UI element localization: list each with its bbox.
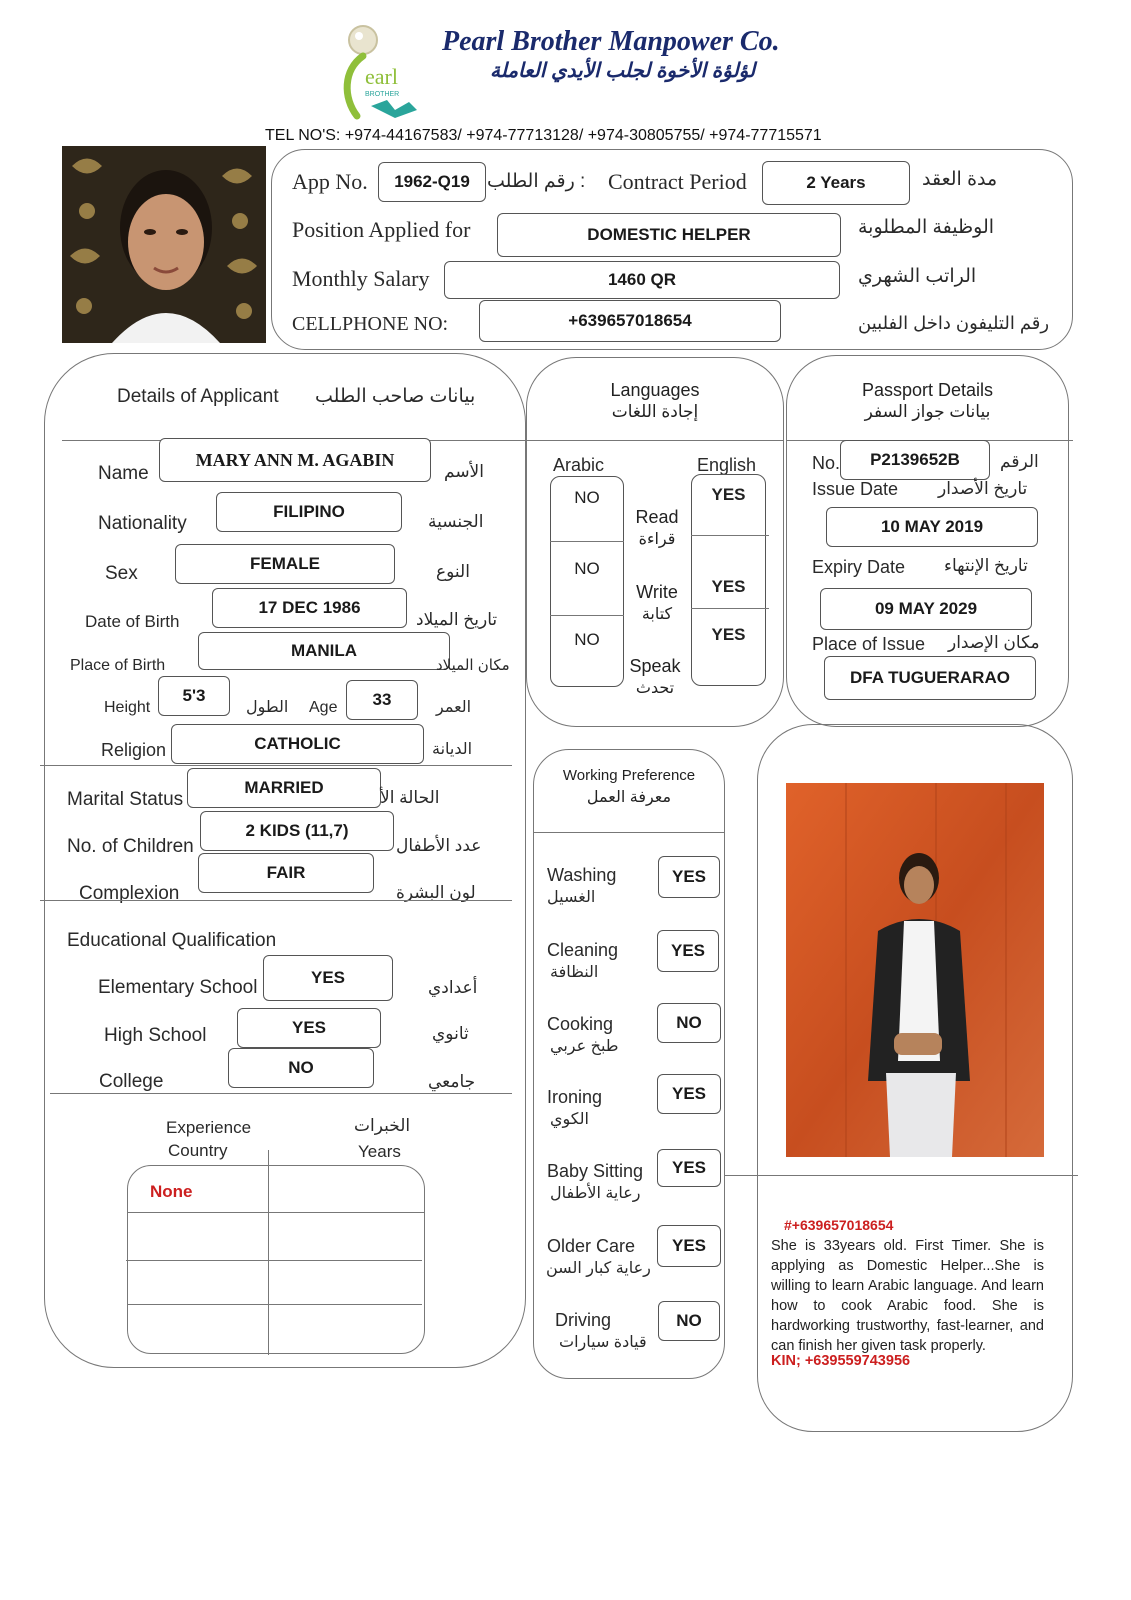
working-preference-title-arabic: معرفة العمل — [586, 789, 672, 806]
divider — [533, 832, 725, 833]
children-arabic: عدد الأطفال — [396, 836, 482, 855]
elementary-field: YES — [263, 955, 393, 1001]
nationality-arabic: الجنسية — [428, 512, 484, 531]
applicant-portrait-photo — [62, 146, 266, 343]
expiry-date-arabic: تاريخ الإنتهاء — [944, 556, 1028, 575]
marital-status-field: MARRIED — [187, 768, 381, 808]
nationality-field: FILIPINO — [216, 492, 402, 532]
name-arabic: الأسم — [444, 462, 484, 481]
experience-years-header: Years — [358, 1142, 401, 1161]
religion-label: Religion — [101, 740, 167, 760]
ironing-arabic: الكوي — [550, 1111, 589, 1128]
older-care-field: YES — [657, 1225, 721, 1267]
expiry-date-label: Expiry Date — [812, 557, 906, 577]
cleaning-arabic: النظافة — [550, 964, 599, 981]
name-field: MARY ANN M. AGABIN — [159, 438, 431, 482]
issue-date-field: 10 MAY 2019 — [826, 507, 1038, 547]
cleaning-label: Cleaning — [547, 940, 619, 960]
logo-text: earl — [365, 64, 398, 89]
complexion-label: Complexion — [79, 883, 180, 904]
remarks-phone: #+639657018654 — [784, 1217, 894, 1233]
college-label: College — [99, 1071, 164, 1092]
position-label: Position Applied for — [292, 217, 471, 242]
older-care-label: Older Care — [547, 1236, 636, 1256]
app-no-label: App No. — [292, 169, 368, 194]
nationality-label: Nationality — [98, 513, 187, 534]
dob-label: Date of Birth — [85, 612, 180, 631]
cellphone-label: CELLPHONE NO: — [292, 313, 449, 335]
arabic-write-value: NO — [574, 559, 600, 578]
washing-label: Washing — [547, 865, 617, 885]
religion-field: CATHOLIC — [171, 724, 424, 764]
languages-title: Languages — [610, 380, 700, 400]
dob-field: 17 DEC 1986 — [212, 588, 407, 628]
company-name-arabic: لؤلؤة الأخوة لجلب الأيدي العاملة — [490, 60, 756, 82]
pob-label: Place of Birth — [70, 657, 166, 674]
table-row-divider — [128, 1212, 424, 1213]
high-school-arabic: ثانوي — [432, 1024, 469, 1043]
ironing-field: YES — [657, 1074, 721, 1114]
education-title: Educational Qualification — [67, 930, 277, 951]
contract-period-arabic: مدة العقد — [922, 169, 998, 190]
contract-period-label: Contract Period — [608, 169, 747, 194]
table-row-divider — [126, 1260, 422, 1261]
place-of-issue-arabic: مكان الإصدار — [948, 633, 1040, 652]
experience-title: Experience — [166, 1118, 252, 1137]
passport-title-arabic: بيانات جواز السفر — [864, 402, 991, 421]
read-label-arabic: قراءة — [638, 531, 676, 548]
divider — [40, 765, 512, 766]
divider — [691, 535, 769, 536]
experience-title-arabic: الخبرات — [354, 1116, 411, 1135]
expiry-date-field: 09 MAY 2029 — [820, 588, 1032, 630]
college-arabic: جامعي — [428, 1072, 476, 1091]
passport-no-label: No. — [812, 453, 841, 473]
arabic-column-header: Arabic — [553, 455, 605, 475]
divider — [725, 1175, 1078, 1176]
elementary-arabic: أعدادي — [428, 978, 478, 997]
pob-arabic: مكان الميلاد — [436, 657, 510, 674]
college-field: NO — [228, 1048, 374, 1088]
children-label: No. of Children — [67, 836, 194, 857]
divider — [691, 608, 769, 609]
age-label: Age — [309, 699, 338, 716]
cooking-arabic: طبخ عربي — [550, 1038, 619, 1055]
washing-arabic: الغسيل — [547, 889, 596, 906]
passport-no-field: P2139652B — [840, 440, 990, 480]
baby-sitting-arabic: رعاية الأطفال — [550, 1185, 641, 1202]
experience-country-header: Country — [168, 1141, 228, 1160]
children-field: 2 KIDS (11,7) — [200, 811, 394, 851]
age-field: 33 — [346, 680, 418, 720]
passport-no-arabic: الرقم — [1000, 452, 1039, 471]
english-speak-value: YES — [711, 625, 746, 644]
height-field: 5'3 — [158, 676, 230, 716]
cooking-field: NO — [657, 1003, 721, 1043]
app-no-field: 1962-Q19 — [378, 162, 486, 202]
pob-field: MANILA — [198, 632, 450, 670]
driving-arabic: قيادة سيارات — [559, 1334, 647, 1351]
cellphone-field: +639657018654 — [479, 300, 781, 342]
svg-text:BROTHER: BROTHER — [365, 91, 400, 98]
speak-label: Speak — [629, 656, 681, 676]
complexion-arabic: لون البشرة — [396, 883, 476, 902]
english-write-value: YES — [711, 577, 746, 596]
company-name: Pearl Brother Manpower Co. — [442, 26, 780, 57]
salary-arabic: الراتب الشهري — [858, 266, 977, 287]
cellphone-arabic: رقم التليفون داخل الفلبين — [858, 313, 1050, 333]
company-phones: TEL NO'S: +974-44167583/ +974-77713128/ +974-30805755/ +974-77715571 — [265, 127, 822, 144]
older-care-arabic: رعاية كبار السن — [546, 1260, 651, 1277]
arabic-speak-value: NO — [574, 630, 600, 649]
baby-sitting-label: Baby Sitting — [547, 1161, 644, 1181]
height-label: Height — [104, 699, 151, 716]
remarks-text: She is 33years old. First Timer. She is applying as Domestic Helper...She is willing to learn Arabic language. And learn how to cook Arabic food. She is hardworking trustworthy, fast-learner, and can finish her given task properly. — [771, 1238, 1044, 1354]
driving-label: Driving — [555, 1310, 612, 1330]
passport-title: Passport Details — [861, 380, 994, 400]
contract-period-field: 2 Years — [762, 161, 910, 205]
divider — [526, 440, 784, 441]
sex-arabic: النوع — [436, 562, 470, 581]
table-row-divider — [128, 1304, 422, 1305]
write-label-arabic: كتابة — [641, 606, 673, 623]
place-of-issue-label: Place of Issue — [812, 634, 926, 654]
height-arabic: الطول — [246, 699, 289, 716]
driving-field: NO — [658, 1301, 720, 1341]
languages-title-arabic: إجادة اللغات — [611, 402, 699, 421]
complexion-field: FAIR — [198, 853, 374, 893]
elementary-label: Elementary School — [98, 977, 258, 998]
english-read-value: YES — [711, 485, 746, 504]
cleaning-field: YES — [657, 930, 719, 972]
name-label: Name — [98, 463, 149, 484]
applicant-details-title: Details of Applicant — [117, 386, 279, 407]
dob-arabic: تاريخ الميلاد — [416, 610, 498, 629]
table-divider — [268, 1150, 269, 1355]
position-field: DOMESTIC HELPER — [497, 213, 841, 257]
working-preference-panel — [533, 749, 725, 1379]
cooking-label: Cooking — [547, 1014, 614, 1034]
marital-status-arabic: الحالة الأ — [380, 788, 440, 807]
salary-field: 1460 QR — [444, 261, 840, 299]
salary-label: Monthly Salary — [292, 266, 430, 291]
speak-label-arabic: تحدث — [635, 680, 675, 697]
age-arabic: العمر — [436, 699, 472, 716]
divider — [550, 615, 624, 616]
experience-country-cell: None — [150, 1182, 193, 1201]
position-arabic: الوظيفة المطلوبة — [858, 217, 995, 238]
marital-status-label: Marital Status — [67, 789, 184, 810]
sex-label: Sex — [105, 563, 138, 584]
arabic-read-value: NO — [574, 488, 600, 507]
divider — [50, 1093, 512, 1094]
app-no-arabic: : رقم الطلب — [487, 171, 586, 192]
applicant-details-title-arabic: بيانات صاحب الطلب — [315, 386, 476, 407]
religion-arabic: الديانة — [432, 741, 473, 758]
place-of-issue-field: DFA TUGUERARAO — [824, 656, 1036, 700]
baby-sitting-field: YES — [657, 1149, 721, 1187]
write-label: Write — [636, 582, 678, 602]
ironing-label: Ironing — [547, 1087, 603, 1107]
english-column-header: English — [697, 455, 757, 475]
sex-field: FEMALE — [175, 544, 395, 584]
high-school-field: YES — [237, 1008, 381, 1048]
company-logo — [335, 18, 425, 123]
working-preference-title: Working Preference — [562, 767, 696, 784]
applicant-full-body-photo — [786, 783, 1044, 1157]
issue-date-label: Issue Date — [812, 479, 899, 499]
divider — [40, 900, 512, 901]
remarks-kin: KIN; +639559743956 — [771, 1353, 911, 1369]
divider — [550, 541, 624, 542]
issue-date-arabic: تاريخ الأصدار — [938, 479, 1028, 498]
read-label: Read — [635, 507, 679, 527]
washing-field: YES — [658, 856, 720, 898]
high-school-label: High School — [104, 1025, 207, 1046]
